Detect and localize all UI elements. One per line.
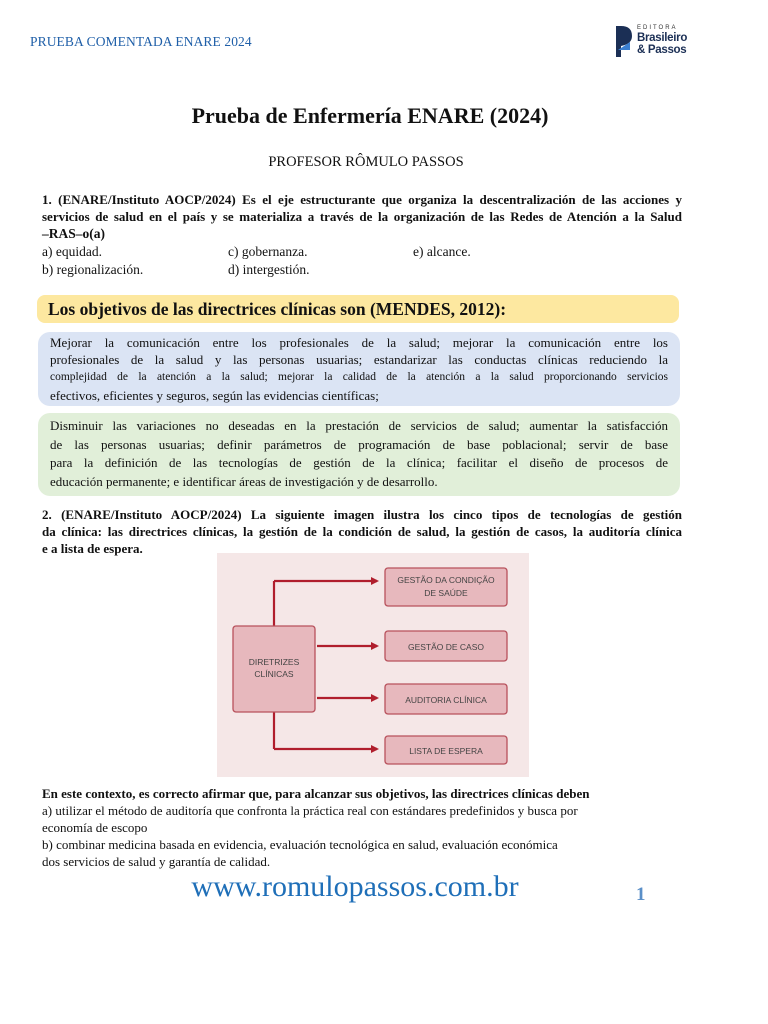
q1-option-b: b) regionalización. (42, 262, 144, 277)
question-2-line: 2. (ENARE/Instituto AOCP/2024) La siguiente imagen ilustra los cinco tipos de tecnologías de gestión (42, 507, 682, 522)
q2-option-a-continued: economía de escopo (42, 820, 148, 835)
diagram-target-line: GESTÃO DE CASO (407, 642, 485, 652)
diagram-target-line: LISTA DE ESPERA (409, 746, 483, 756)
question-2-stem: En este contexto, es correcto afirmar que, para alcanzar sus objetivos, las directrices clínicas deben (42, 786, 590, 801)
logo-line-2: & Passos (637, 44, 687, 56)
publisher-logo-icon (614, 26, 634, 57)
diagram-box-source (233, 626, 315, 712)
publisher-logo (614, 24, 694, 60)
diagram-box-target (385, 568, 507, 606)
diagram-target-line: DE SAÚDE (424, 588, 468, 598)
question-2-line: da clínica: las directrices clínicas, la gestión de la condición de salud, la gestión de casos, la auditoría clínica (42, 524, 682, 539)
logo-line-1: Brasileiro (637, 32, 688, 44)
document-title: Prueba de Enfermería ENARE (2024) (191, 103, 549, 128)
diagram-target-line: AUDITORIA CLÍNICA (405, 695, 487, 705)
box-green-line: de las personas usuarias; definir parámetros de programación de base poblacional; servir de base (50, 436, 668, 452)
objectives-box-green (38, 413, 680, 496)
question-2-context (42, 785, 682, 870)
question-2-line: e a lista de espera. (42, 541, 143, 556)
page-number: 1 (636, 884, 646, 905)
diagram-source-line: CLÍNICAS (254, 669, 294, 679)
diagram-box-target (385, 736, 507, 764)
q2-option-a: a) utilizar el método de auditoría que confronta la práctica real con estándares predefinidos y busca por (42, 803, 578, 818)
objectives-heading: Los objetivos de las directrices clínicas son (MENDES, 2012): (37, 295, 679, 323)
diagram-target-line: GESTÃO DA CONDIÇÃO (397, 575, 495, 585)
box-blue-line: profesionales de la salud y las personas usuarias; estandarizar las conductas clínicas reduciendo la (50, 352, 668, 367)
q1-option-a: a) equidad. (42, 244, 102, 259)
box-green-line: educación permanente; e identificar áreas de investigación y de desarrollo. (50, 473, 438, 489)
box-blue-line: efectivos, eficientes y seguros, según las evidencias científicas; (50, 388, 379, 403)
question-1 (42, 191, 682, 242)
box-blue-line: Mejorar la comunicación entre los profesionales de la salud; mejorar la comunicación entre los (50, 335, 668, 350)
q2-option-b: b) combinar medicina basada en evidencia, evaluación tecnológica en salud, evaluación económica (42, 837, 558, 852)
q1-option-d: d) intergestión. (228, 262, 310, 277)
diagram-box-target (385, 684, 507, 714)
question-1-line: 1. (ENARE/Instituto AOCP/2024) Es el eje estructurante que organiza la descentralización de las acciones y (42, 192, 682, 207)
box-green-line: para la definición de las tecnologías de gestión de la clínica; facilitar el diseño de procesos de (50, 455, 668, 470)
diagram-box-target (385, 631, 507, 661)
box-blue-line: complejidad de la atención a la salud; mejorar la calidad de la atención a la salud proporcionando servicios (50, 371, 668, 383)
q2-option-b-continued: dos servicios de salud y garantía de calidad. (42, 854, 271, 869)
q1-option-e: e) alcance. (413, 244, 471, 259)
question-2 (42, 506, 682, 557)
clinical-management-diagram (217, 553, 529, 777)
box-green-line: Disminuir las variaciones no deseadas en la prestación de servicios de salud; aumentar la satisfacción (50, 418, 668, 433)
question-1-line: –RAS–o(a) (42, 226, 105, 241)
objectives-box-blue (38, 332, 680, 406)
q1-option-c: c) gobernanza. (228, 244, 308, 259)
logo-small-text: EDITORA (637, 25, 678, 31)
question-1-line: servicios de salud en el país y se materializa a través de la organización de las Redes de Atención a la Salud (42, 209, 682, 224)
running-header: PRUEBA COMENTADA ENARE 2024 (30, 34, 252, 49)
footer-website: www.romulopassos.com.br (191, 870, 519, 903)
professor-name: PROFESOR RÔMULO PASSOS (268, 154, 464, 170)
diagram-source-line: DIRETRIZES (248, 657, 300, 667)
